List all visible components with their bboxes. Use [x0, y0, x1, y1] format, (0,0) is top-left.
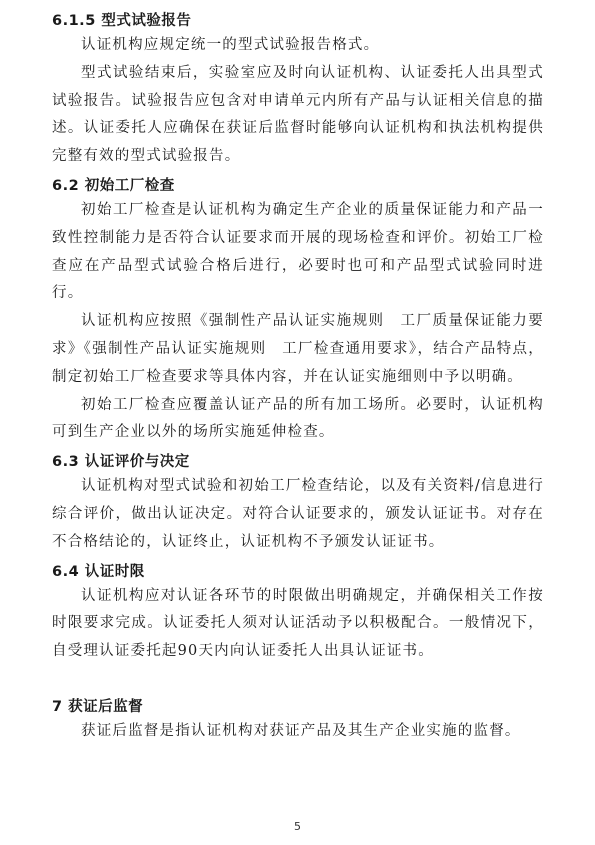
- paragraph: 认证机构应规定统一的型式试验报告格式。: [81, 37, 380, 53]
- paragraph: 获证后监督是指认证机构对获证产品及其生产企业实施的监督。: [81, 722, 521, 739]
- section-heading-6-1-5: 6.1.5 型式试验报告: [52, 13, 192, 29]
- chapter-heading-7: 7 获证后监督: [52, 698, 144, 715]
- paragraph: 认证机构应按照《强制性产品认证实施规则 工厂质量保证能力要求》《强制性产品认证实施规则 工厂检查通用要求》，结合产品特点，制定初始工厂检查要求等具体内容，并在认证实施细则中予以明确。: [52, 313, 544, 385]
- document-page: [52, 10, 544, 746]
- page-number: 5: [294, 820, 301, 833]
- paragraph: 认证机构应对认证各环节的时限做出明确规定，并确保相关工作按时限要求完成。认证委托人须对认证活动予以积极配合。一般情况下，自受理认证委托起90天内向认证委托人出具认证证书。: [52, 587, 544, 660]
- section-heading-6-3: 6.3 认证评价与决定: [52, 454, 190, 471]
- paragraph: 型式试验结束后，实验室应及时向认证机构、认证委托人出具型式试验报告。试验报告应包含对申请单元内所有产品与认证相关信息的描述。认证委托人应确保在获证后监督时能够向认证机构和执法机构提供完整有效的型式试验报告。: [52, 64, 544, 165]
- paragraph: 初始工厂检查应覆盖认证产品的所有加工场所。必要时，认证机构可到生产企业以外的场所实施延伸检查。: [52, 396, 544, 441]
- paragraph: 认证机构对型式试验和初始工厂检查结论，以及有关资料/信息进行综合评价，做出认证决定。对符合认证要求的，颁发认证证书。对存在不合格结论的，认证终止，认证机构不予颁发认证证书。: [52, 478, 544, 550]
- section-heading-6-4: 6.4 认证时限: [52, 563, 145, 580]
- section-heading-6-2: 6.2 初始工厂检查: [52, 177, 175, 194]
- paragraph: 初始工厂检查是认证机构为确定生产企业的质量保证能力和产品一致性控制能力是否符合认证要求而开展的现场检查和评价。初始工厂检查应在产品型式试验合格后进行，必要时也可和产品型式试验同时进行。: [52, 201, 544, 302]
